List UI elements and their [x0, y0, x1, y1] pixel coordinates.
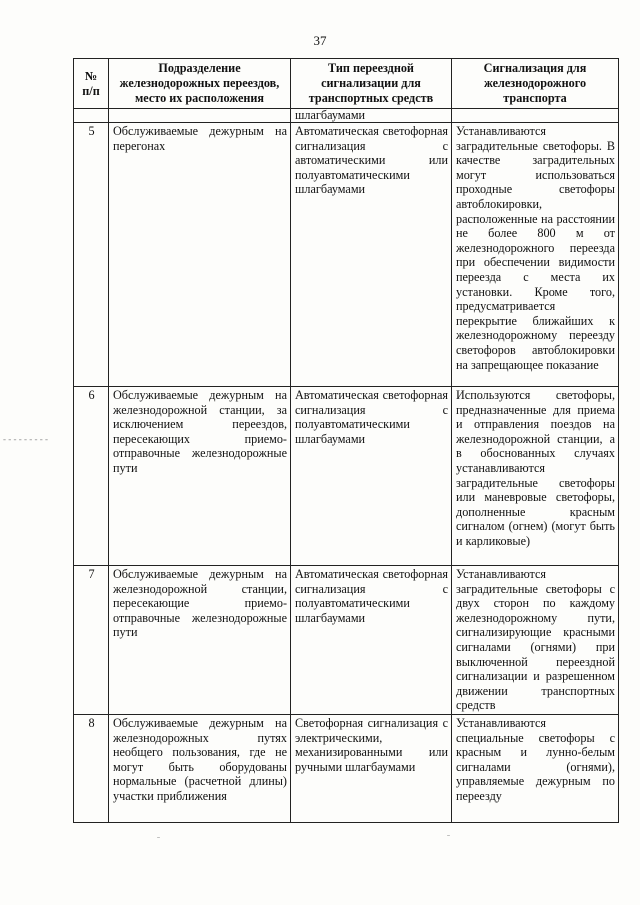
- cell-subdivision: Обслуживаемые дежурным на железнодорожной станции, пересекающие приемо-отправочные железнодорожные пути: [109, 566, 291, 715]
- cell-rail-signal: [452, 109, 619, 123]
- cell-subdivision: Обслуживаемые дежурным на перегонах: [109, 123, 291, 387]
- table-row: [74, 387, 619, 566]
- cell-crossing-signal: Автоматическая светофорная сигнализация с автоматическими или полуавтоматическими шлагбаумами: [291, 123, 452, 387]
- scan-artifact-mark: ˉ: [447, 833, 450, 843]
- header-subdivision: Подразделение железнодорожных переездов, место их расположения: [109, 59, 291, 109]
- scan-artifact-mark: - - - - - - - - -: [3, 434, 48, 444]
- page-number: 37: [313, 33, 327, 48]
- cell-rail-signal: Устанавливаются специальные светофоры с красным и лунно-белым сигналами (огнями), управляемые дежурным по переезду: [452, 715, 619, 823]
- cell-crossing-signal: Светофорная сигнализация с электрическими, механизированными или ручными шлагбаумами: [291, 715, 452, 823]
- table-row-continuation: [74, 109, 619, 123]
- cell-crossing-signal: шлагбаумами: [291, 109, 452, 123]
- header-crossing-signal: Тип переездной сигнализации для транспортных средств: [291, 59, 452, 109]
- cell-num: 7: [74, 566, 109, 715]
- cell-rail-signal: Устанавливаются заградительные светофоры. В качестве заградительных могут использоваться проходные светофоры автоблокировки, расположенные на расстоянии не более 800 м от железнодорожного переезда при обеспечении видимости переезда с места их установки. Кроме того, предусматривается перекрытие ближайших к железнодорожному переезду светофоров автоблокировки на запрещающее показание: [452, 123, 619, 387]
- cell-crossing-signal: Автоматическая светофорная сигнализация с полуавтоматическими шлагбаумами: [291, 566, 452, 715]
- cell-num: [74, 109, 109, 123]
- header-num: № п/п: [74, 59, 109, 109]
- cell-crossing-signal: Автоматическая светофорная сигнализация с полуавтоматическими шлагбаумами: [291, 387, 452, 566]
- cell-rail-signal: Устанавливаются заградительные светофоры с двух сторон по каждому железнодорожному пути, сигнализирующие красными сигналами (огнями) при выключенной переездной сигнализации и разрешенном движении транспортных средств: [452, 566, 619, 715]
- table-row: [74, 566, 619, 715]
- cell-subdivision: Обслуживаемые дежурным на железнодорожной станции, за исключением переездов, пересекающих приемо-отправочные железнодорожные пути: [109, 387, 291, 566]
- table-row: [74, 123, 619, 387]
- cell-num: 8: [74, 715, 109, 823]
- header-rail-signal: Сигнализация для железнодорожного транспорта: [452, 59, 619, 109]
- cell-num: 5: [74, 123, 109, 387]
- cell-num: 6: [74, 387, 109, 566]
- scan-artifact-mark: ˉ: [157, 835, 160, 845]
- crossing-signalling-table: [73, 58, 619, 823]
- table-row: [74, 715, 619, 823]
- cell-subdivision: [109, 109, 291, 123]
- table-header-row: [74, 59, 619, 109]
- cell-subdivision: Обслуживаемые дежурным на железнодорожных путях необщего пользования, где не могут быть оборудованы нормальные (расчетной длины) участки приближения: [109, 715, 291, 823]
- cell-rail-signal: Используются светофоры, предназначенные для приема и отправления поездов на железнодорожной станции, а в обоснованных случаях устанавливаются заградительные светофоры или маневровые светофоры, дополненные красным сигналом (огнем) (могут быть и карликовые): [452, 387, 619, 566]
